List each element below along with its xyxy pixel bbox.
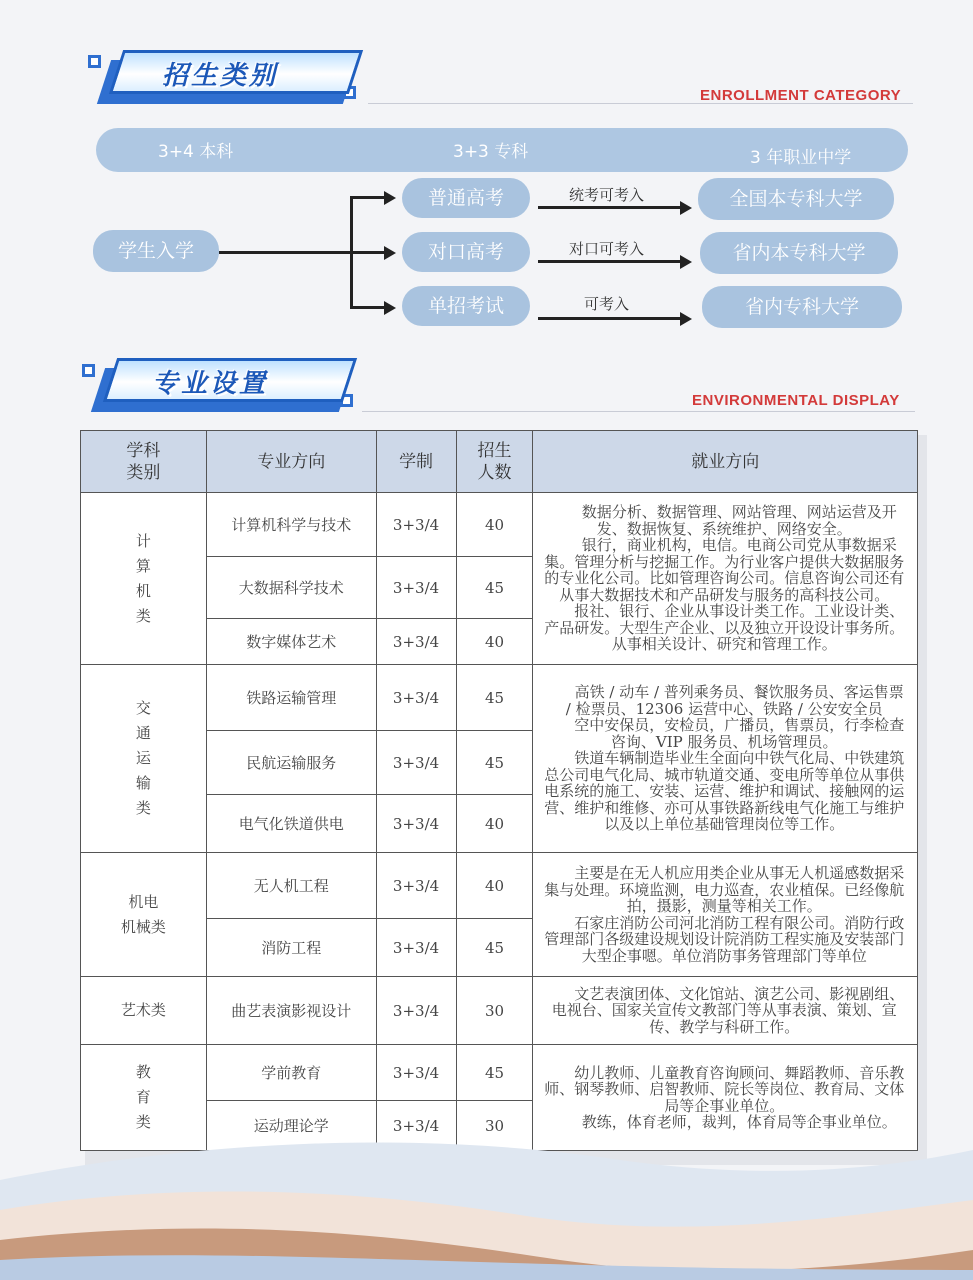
- section-title: 专业设置: [152, 369, 269, 399]
- enroll-cell: 45: [456, 557, 533, 619]
- header-enroll: 招生 人数: [456, 431, 533, 493]
- employment-cell: [533, 977, 918, 1045]
- enroll-cell: 45: [456, 919, 533, 977]
- category-item: 3 年职业中学: [750, 148, 852, 168]
- enroll-cell: 45: [456, 665, 533, 731]
- employment-cell: [533, 493, 918, 665]
- header-employment: 就业方向: [533, 431, 918, 493]
- enroll-cell: 30: [456, 1101, 533, 1151]
- flow-start: 学生入学: [93, 230, 219, 272]
- employment-text: 报社、银行、企业从事设计类工作。工业设计类、产品研发。大型生产企业、以及独立开设设计事务所。从事相关设计、研究和管理工作。: [544, 602, 905, 654]
- flow-connector: [350, 196, 384, 199]
- arrow-head: [680, 312, 692, 326]
- duration-cell: 3+3/4: [376, 1101, 456, 1151]
- flow-connector: [219, 251, 352, 254]
- section-title: 招生类别: [162, 61, 279, 91]
- duration-cell: 3+3/4: [376, 795, 456, 853]
- header-major: 专业方向: [206, 431, 376, 493]
- employment-text: 高铁 / 动车 / 普列乘务员、餐饮服务员、客运售票 / 检票员、12306 运营中心、铁路 / 公安安全员: [544, 683, 904, 718]
- duration-cell: 3+3/4: [376, 853, 456, 919]
- flow-label: 统考可考入: [569, 186, 645, 204]
- flow-connector: [538, 206, 680, 209]
- employment-cell: [533, 665, 918, 853]
- duration-cell: 3+3/4: [376, 1045, 456, 1101]
- header-duration: 学制: [376, 431, 456, 493]
- flow-connector: [538, 260, 680, 263]
- enroll-cell: 40: [456, 493, 533, 557]
- flow-destination: 省内本专科大学: [700, 232, 898, 274]
- flow-connector: [538, 317, 680, 320]
- flow-exam: 普通高考: [402, 178, 530, 218]
- bottom-wave-decoration: [0, 1120, 973, 1280]
- employment-text: 主要是在无人机应用类企业从事无人机遥感数据采集与处理。环境监测，电力巡查，农业植保。已经像航拍，摄影，测量等相关工作。: [544, 864, 905, 915]
- major-cell: 无人机工程: [206, 853, 376, 919]
- table-row: [81, 665, 918, 731]
- table-row: [81, 977, 918, 1045]
- arrow-head: [680, 201, 692, 215]
- employment-text: 幼儿教师、儿童教育咨询顾问、舞蹈教师、音乐教师、钢琴教师、启智教师、院长等岗位、教育局、文体局等企事业单位。: [544, 1063, 905, 1115]
- duration-cell: 3+3/4: [376, 977, 456, 1045]
- table-row: [81, 853, 918, 919]
- major-cell: 数字媒体艺术: [206, 619, 376, 665]
- employment-text: 石家庄消防公司河北消防工程有限公司。消防行政管理部门各级建设规划设计院消防工程实施及安装部门大型企事嗯。单位消防事务管理部门等单位: [544, 913, 905, 965]
- employment-cell: [533, 853, 918, 977]
- flow-destination: 省内专科大学: [702, 286, 902, 328]
- flow-label: 对口可考入: [569, 240, 645, 258]
- flow-exam: 单招考试: [402, 286, 530, 326]
- duration-cell: 3+3/4: [376, 919, 456, 977]
- corner-square-decoration: [88, 55, 101, 68]
- category-item: 3+3 专科: [453, 142, 529, 162]
- arrow-head: [384, 191, 396, 205]
- employment-text: 铁道车辆制造毕业生全面向中铁气化局、中铁建筑总公司电气化局、城市轨道交通、变电所等单位从事供电系统的施工、安装、运营、维护和调试、接触网的运营、维护和维修、亦可从事铁路新线电气化施工与维护以及以上单位基础管理岗位等工作。: [544, 749, 905, 834]
- duration-cell: 3+3/4: [376, 493, 456, 557]
- flow-label: 可考入: [584, 295, 630, 313]
- major-cell: 学前教育: [206, 1045, 376, 1101]
- header-divider: [362, 411, 915, 412]
- duration-cell: 3+3/4: [376, 665, 456, 731]
- enroll-cell: 30: [456, 977, 533, 1045]
- category-cell: 机电 机械类: [81, 853, 207, 977]
- category-cell: 艺术类: [81, 977, 207, 1045]
- major-cell: 运动理论学: [206, 1101, 376, 1151]
- employment-text: 文艺表演团体、文化馆站、演艺公司、影视剧组、电视台、国家关宣传文教部门等从事表演、策划、宣传、教学与科研工作。: [544, 984, 905, 1036]
- arrow-head: [680, 255, 692, 269]
- major-cell: 消防工程: [206, 919, 376, 977]
- flow-connector: [350, 306, 384, 309]
- major-cell: 曲艺表演影视设计: [206, 977, 376, 1045]
- category-cell: 交 通 运 输 类: [81, 665, 207, 853]
- arrow-head: [384, 301, 396, 315]
- table-row: [81, 493, 918, 557]
- duration-cell: 3+3/4: [376, 619, 456, 665]
- major-cell: 电气化铁道供电: [206, 795, 376, 853]
- category-cell: 计 算 机 类: [81, 493, 207, 665]
- enroll-cell: 45: [456, 731, 533, 795]
- employment-text: 空中安保员，安检员，广播员，售票员，行李检查咨询、VIP 服务员、机场管理员。: [544, 716, 905, 751]
- header-category: 学科 类别: [81, 431, 207, 493]
- employment-text: 教练，体育老师，裁判，体育局等企事业单位。: [551, 1113, 897, 1131]
- enroll-cell: 45: [456, 1045, 533, 1101]
- major-cell: 铁路运输管理: [206, 665, 376, 731]
- flow-destination: 全国本专科大学: [698, 178, 894, 220]
- flow-exam: 对口高考: [402, 232, 530, 272]
- enroll-cell: 40: [456, 853, 533, 919]
- duration-cell: 3+3/4: [376, 557, 456, 619]
- employment-text: 数据分析、数据管理、网站管理、网站运营及开发、数据恢复、系统维护、网络安全。: [551, 503, 897, 538]
- flow-connector: [352, 251, 384, 254]
- table-row: [81, 1045, 918, 1101]
- major-table: [80, 430, 918, 1151]
- major-cell: 民航运输服务: [206, 731, 376, 795]
- corner-square-decoration: [82, 364, 95, 377]
- category-item: 3+4 本科: [158, 142, 234, 162]
- section-subtitle-en: ENROLLMENT CATEGORY: [700, 87, 902, 104]
- section-subtitle-en: ENVIRONMENTAL DISPLAY: [692, 392, 900, 409]
- major-cell: 计算机科学与技术: [206, 493, 376, 557]
- major-cell: 大数据科学技术: [206, 557, 376, 619]
- category-cell: 教 育 类: [81, 1045, 207, 1151]
- enroll-cell: 40: [456, 619, 533, 665]
- table-header-row: [81, 431, 918, 493]
- duration-cell: 3+3/4: [376, 731, 456, 795]
- arrow-head: [384, 246, 396, 260]
- enroll-cell: 40: [456, 795, 533, 853]
- employment-text: 银行，商业机构，电信。电商公司党从事数据采集。管理分析与挖掘工作。为行业客户提供大数据服务的专业化公司。比如管理咨询公司。信息咨询公司还有从事大数据技术和产品研发与服务的高科技公司。: [544, 536, 905, 604]
